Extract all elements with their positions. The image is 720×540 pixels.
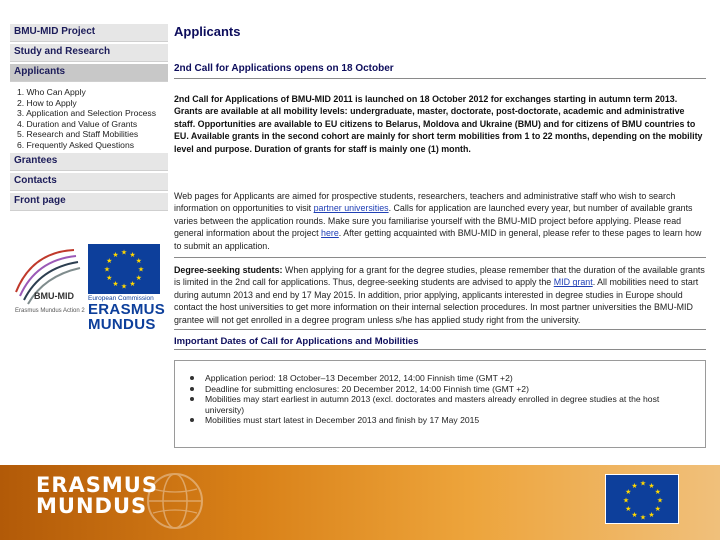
page-title: Applicants <box>174 24 241 39</box>
sidebar <box>10 24 168 213</box>
applicants-submenu <box>10 84 168 153</box>
eu-star-icon: ★ <box>129 281 136 289</box>
main-content <box>174 24 706 464</box>
eu-star-icon: ★ <box>625 489 632 496</box>
subnav-research-staff[interactable]: 5. Research and Staff Mobilities <box>17 129 139 139</box>
subnav-selection-process[interactable]: 3. Application and Selection Process <box>17 108 157 118</box>
eu-star-icon: ★ <box>656 497 664 505</box>
nav-grantees[interactable]: Grantees <box>10 153 168 171</box>
eu-star-icon: ★ <box>135 275 142 282</box>
eu-star-icon: ★ <box>639 514 647 522</box>
ec-erasmus-text: ERASMUS <box>88 301 166 318</box>
eu-star-icon: ★ <box>120 283 128 291</box>
nav-contacts[interactable]: Contacts <box>10 173 168 191</box>
eu-star-icon: ★ <box>112 281 119 289</box>
intro-text-1: Web pages for Applicants are aimed for prospective students, researchers, teachers and administrative staff who wish to search information on opportunities to visit <box>174 191 676 214</box>
intro-text-3: . After getting acquainted with BMU-MID in general, please refer to these pages to learn how to submit an application. <box>174 228 702 251</box>
nav-applicants[interactable]: Applicants <box>10 64 168 82</box>
nav-bmu-mid-project[interactable]: BMU-MID Project <box>10 24 168 42</box>
degree-label: Degree-seeking students: <box>174 265 283 276</box>
eu-flag-icon <box>88 244 160 294</box>
eu-star-icon: ★ <box>631 482 638 490</box>
intro-paragraph <box>174 190 706 258</box>
erasmus-mundus-footer-logo <box>36 475 158 517</box>
eu-star-icon: ★ <box>654 506 661 513</box>
ec-mundus-text: MUNDUS <box>88 316 156 333</box>
call-heading: 2nd Call for Applications opens on 18 October <box>174 63 706 79</box>
important-dates-list <box>174 360 706 448</box>
eu-star-icon: ★ <box>654 489 661 496</box>
eu-star-icon: ★ <box>648 482 655 490</box>
degree-text-2: . All mobilities need to start during autumn 2013 and end by 17 May 2015. In addition, prior applying, applicants interested in degree studies in Europe should contact the host universities to get more information on their internal selection procedures. In most partner universities the BMU-MID grantee will not get enrolled in a degree program unless s/he has applied study right from the university. <box>174 277 699 325</box>
subnav-faq[interactable]: 6. Frequently Asked Questions <box>17 139 135 150</box>
eu-star-icon: ★ <box>622 497 630 505</box>
subnav-duration-value[interactable]: 4. Duration and Value of Grants <box>17 118 138 129</box>
important-dates-heading: Important Dates of Call for Applications and Mobilities <box>174 336 706 350</box>
mid-grant-link[interactable]: MID grant <box>553 277 593 288</box>
globe-icon <box>145 471 205 531</box>
eu-star-icon: ★ <box>120 249 128 257</box>
list-item: Mobilities may start earliest in autumn 2013 (excl. doctorates and masters already enrolled in degree studies at the host university) <box>185 394 697 415</box>
eu-star-icon: ★ <box>135 258 142 265</box>
nav-study-research[interactable]: Study and Research <box>10 44 168 62</box>
bmu-logo-subtitle: Erasmus Mundus Action 2 <box>15 308 85 314</box>
subnav-how-to-apply[interactable]: 2. How to Apply <box>17 97 77 108</box>
eu-star-icon: ★ <box>106 275 113 282</box>
list-item: Deadline for submitting enclosures: 20 December 2012, 14:00 Finnish time (GMT +2) <box>185 384 697 395</box>
call-announcement <box>174 93 706 155</box>
eu-star-icon: ★ <box>137 266 145 274</box>
eu-star-icon: ★ <box>103 266 111 274</box>
eu-star-icon: ★ <box>639 480 647 488</box>
ec-caption: European Commission <box>88 295 154 302</box>
eu-star-icon: ★ <box>625 506 632 513</box>
announcement-text: 2nd Call for Applications of BMU-MID 2011 is launched on 18 October 2012 for exchanges starting in autumn term 2013. Grants are available at all mobility levels: undergraduate, master, doctorate, post-doctorate, academic and administrative staff. Opportunities are available to EU citizens to Belarus, Moldova and Ukraine (BMU) and for citizens of BMU countries to EU. Available grants in the second cohort are mainly for short term mobilities from 1 to 22 months, depending on the mobility level and purpose. Duration of grants for staff is mainly one (1) month. <box>174 94 703 154</box>
footer-mundus-text: MUNDUS <box>36 494 148 518</box>
eu-star-icon: ★ <box>648 512 655 520</box>
eu-star-icon: ★ <box>106 258 113 265</box>
partner-universities-link[interactable]: partner universities <box>313 203 389 214</box>
eu-star-icon: ★ <box>129 251 136 259</box>
list-item: Mobilities must start latest in December 2013 and finish by 17 May 2015 <box>185 415 697 426</box>
list-item: Application period: 18 October–13 December 2012, 14:00 Finnish time (GMT +2) <box>185 373 697 384</box>
bmu-logo-name: BMU-MID <box>34 291 74 301</box>
intro-text-2: . Calls for application are launched every year, but number of available grants varies between the application rounds. Make sure you familiarise yourself with the BMU-MID project before applying. Please read general information about the project <box>174 203 693 239</box>
bmu-mid-logo <box>12 246 86 342</box>
eu-star-icon: ★ <box>112 251 119 259</box>
project-info-link[interactable]: here <box>321 228 339 239</box>
degree-paragraph <box>174 264 706 330</box>
eu-star-icon: ★ <box>631 512 638 520</box>
nav-front-page[interactable]: Front page <box>10 193 168 211</box>
footer-eu-flag-icon <box>605 474 679 524</box>
subnav-who-can-apply[interactable]: 1. Who Can Apply <box>17 87 86 97</box>
degree-text-1: When applying for a grant for the degree studies, please remember that the duration of the available grants is limited in the 2nd call for applications. Thus, degree-seeking students are advised to apply the <box>174 265 705 288</box>
ec-erasmus-logo <box>88 244 166 344</box>
footer-erasmus-text: ERASMUS <box>36 473 158 497</box>
